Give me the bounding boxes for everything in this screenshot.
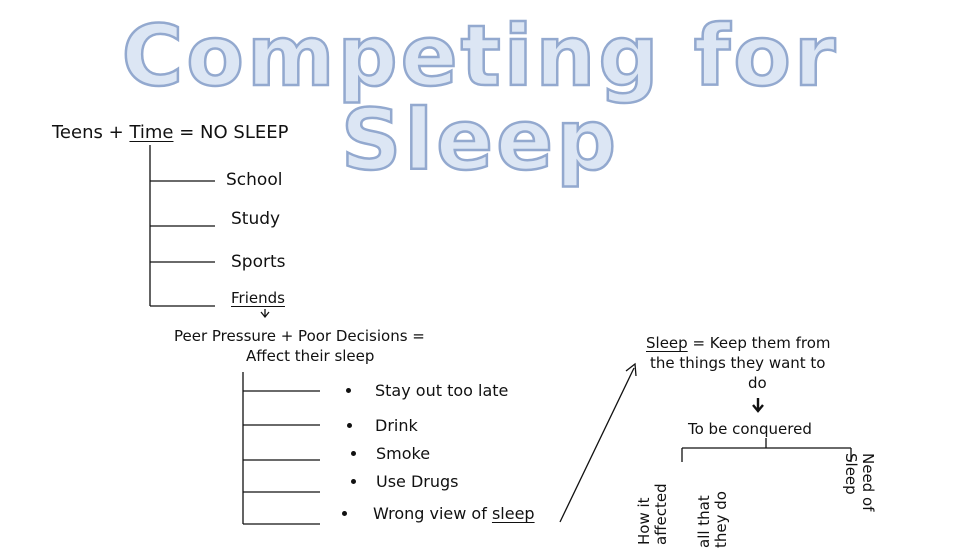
branch-right-label	[830, 453, 876, 529]
sleep-link-arrow	[560, 368, 634, 522]
conquered-label: To be conquered	[688, 420, 812, 438]
sleep-line-3: do	[748, 374, 767, 392]
bullet	[351, 479, 356, 484]
branch-right-line-1: Need of	[859, 453, 877, 512]
equation-line	[52, 124, 288, 142]
time-item-school: School	[226, 170, 283, 190]
branch-left-line-2: affected	[651, 483, 670, 545]
sleep-line-1	[646, 336, 831, 351]
wrong-view-text: Wrong view of	[373, 504, 487, 523]
peer-item-stay-out: Stay out too late	[375, 381, 509, 400]
bullet	[346, 388, 351, 393]
bullet	[342, 511, 347, 516]
sleep-word: Sleep	[646, 334, 688, 352]
peer-line-2: Affect their sleep	[246, 347, 375, 365]
bullet	[351, 451, 356, 456]
time-item-sports: Sports	[231, 252, 286, 272]
wrong-view-sleep: sleep	[491, 504, 535, 523]
peer-item-wrong-view	[373, 506, 535, 522]
equation-time: Time	[129, 122, 174, 143]
bullet	[347, 423, 352, 428]
peer-item-drink: Drink	[375, 416, 418, 435]
equation-plus: +	[108, 122, 124, 143]
branch-left-line-4: they do	[711, 491, 730, 548]
sleep-line-1-rest: = Keep them from	[692, 334, 831, 352]
sleep-line-2: the things they want to	[650, 354, 826, 372]
peer-item-smoke: Smoke	[376, 444, 431, 463]
branch-right-line-2: Sleep	[842, 453, 861, 495]
equation-teens: Teens	[52, 122, 103, 143]
branch-left-label-b	[696, 462, 746, 548]
time-item-friends: Friends	[231, 289, 285, 307]
peer-line-1: Peer Pressure + Poor Decisions =	[174, 327, 425, 345]
branch-left-line-1: How it	[635, 497, 653, 545]
slide-title: Competing for Sleep	[121, 7, 839, 189]
branch-left-label	[636, 459, 686, 545]
branch-left-line-3: all that	[695, 495, 713, 548]
equation-result: = NO SLEEP	[179, 122, 289, 143]
time-item-study: Study	[231, 209, 281, 229]
peer-item-drugs: Use Drugs	[376, 472, 459, 491]
